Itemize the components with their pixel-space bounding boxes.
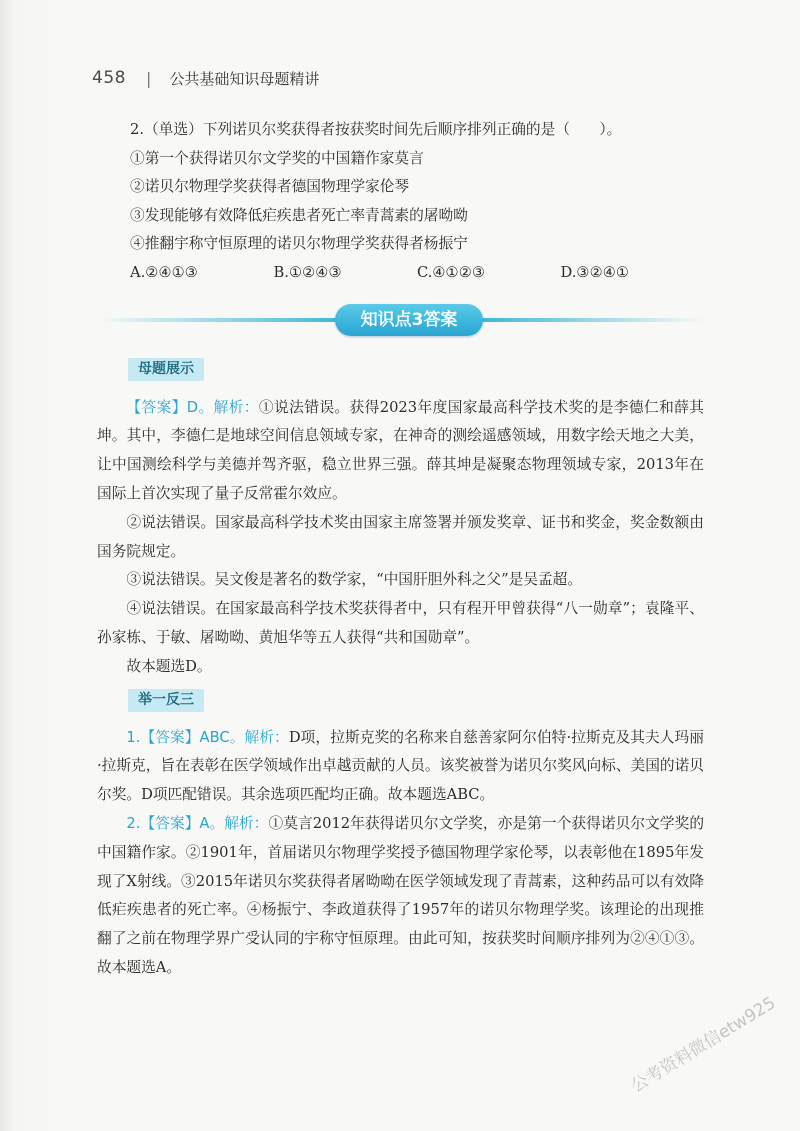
page-number: 458 (92, 68, 126, 88)
answer-paragraph: ③说法错误。吴文俊是著名的数学家，“中国肝胆外科之父”是吴孟超。 (126, 571, 583, 589)
option-c: C.④①②③ (417, 263, 486, 281)
answer-text: ①说法错误。获得2023年度国家最高科学技术奖的是李德仁和薛其坤。其中，李德仁是地球空间信息领域专家，在神奇的测绘遥感领域，用数字绘天地之大美，让中国测绘科学与美德并驾齐驱，稳立世界三强。薛其坤是凝聚态物理领域专家，2013年在国际上首次实现了量子反常霍尔效应。 (97, 398, 704, 502)
practice-section-tag: 举一反三 (128, 689, 204, 712)
question-statement: ④推翻宇称守恒原理的诺贝尔物理学奖获得者杨振宁 (130, 235, 468, 253)
question-statement: ①第一个获得诺贝尔文学奖的中国籍作家莫言 (130, 149, 424, 167)
mother-section-tag: 母题展示 (128, 358, 204, 381)
answer-lead: 【答案】D。解析： (126, 398, 259, 416)
option-a: A.②④①③ (130, 263, 198, 281)
practice-item (97, 810, 704, 983)
watermark: 公考资料微信etw925 (627, 993, 780, 1097)
header-separator: | (145, 68, 152, 88)
option-d: D.③②④① (560, 263, 630, 281)
banner-line-right (479, 318, 704, 322)
option-b: B.①②④③ (273, 263, 342, 281)
answer-paragraph (97, 394, 704, 509)
answer-options (130, 259, 704, 288)
mother-tag-row (97, 358, 704, 381)
question-statement: ③发现能够有效降低疟疾患者死亡率青蒿素的屠呦呦 (130, 206, 468, 224)
practice-tag-row (97, 689, 704, 712)
banner-line-left (97, 318, 341, 322)
practice-text: D项，拉斯克奖的名称来自慈善家阿尔伯特·拉斯克及其夫人玛丽·拉斯克，旨在表彰在医学领域作出卓越贡献的人员。该奖被誉为诺贝尔奖风向标、美国的诺贝尔奖。D项匹配错误。其余选项匹配均正确。故本题选ABC。 (97, 728, 704, 804)
question-statement: ②诺贝尔物理学奖获得者德国物理学家伦琴 (130, 178, 410, 196)
banner-title: 知识点3答案 (335, 304, 483, 336)
answer-paragraph: ②说法错误。国家最高科学技术奖由国家主席签署并颁发奖章、证书和奖金，奖金数额由国务院规定。 (97, 513, 704, 560)
answer-paragraph: ④说法错误。在国家最高科学技术奖获得者中，只有程开甲曾获得“八一勋章”；袁隆平、孙家栋、于敏、屠呦呦、黄旭华等五人获得“共和国勋章”。 (97, 600, 704, 646)
page-content (97, 116, 704, 983)
section-banner (97, 304, 704, 336)
mother-answer-block (97, 394, 704, 682)
practice-answer-block (97, 724, 704, 983)
practice-item (97, 724, 704, 810)
question-block (97, 116, 704, 288)
book-title: 公共基础知识母题精讲 (169, 69, 320, 88)
practice-lead: 2.【答案】A。解析： (126, 814, 269, 832)
question-stem: 2.（单选）下列诺贝尔奖获得者按获奖时间先后顺序排列正确的是（ ）。 (130, 121, 622, 138)
answer-conclusion: 故本题选D。 (126, 657, 212, 675)
page-header (92, 66, 319, 90)
practice-lead: 1.【答案】ABC。解析： (126, 728, 289, 746)
practice-text: ①莫言2012年获得诺贝尔文学奖，亦是第一个获得诺贝尔文学奖的中国籍作家。②1901年，首届诺贝尔物理学奖授予德国物理学家伦琴，以表彰他在1895年发现了X射线。③2015年诺贝尔奖获得者屠呦呦在医学领域发现了青蒿素，这种药品可以有效降低疟疾患者的死亡率。④杨振宁、李政道获得了1957年的诺贝尔物理学奖。该理论的出现推翻了之前在物理学界广受认同的宇称守恒原理。由此可知，按获奖时间顺序排列为②④①③。故本题选A。 (97, 814, 705, 976)
